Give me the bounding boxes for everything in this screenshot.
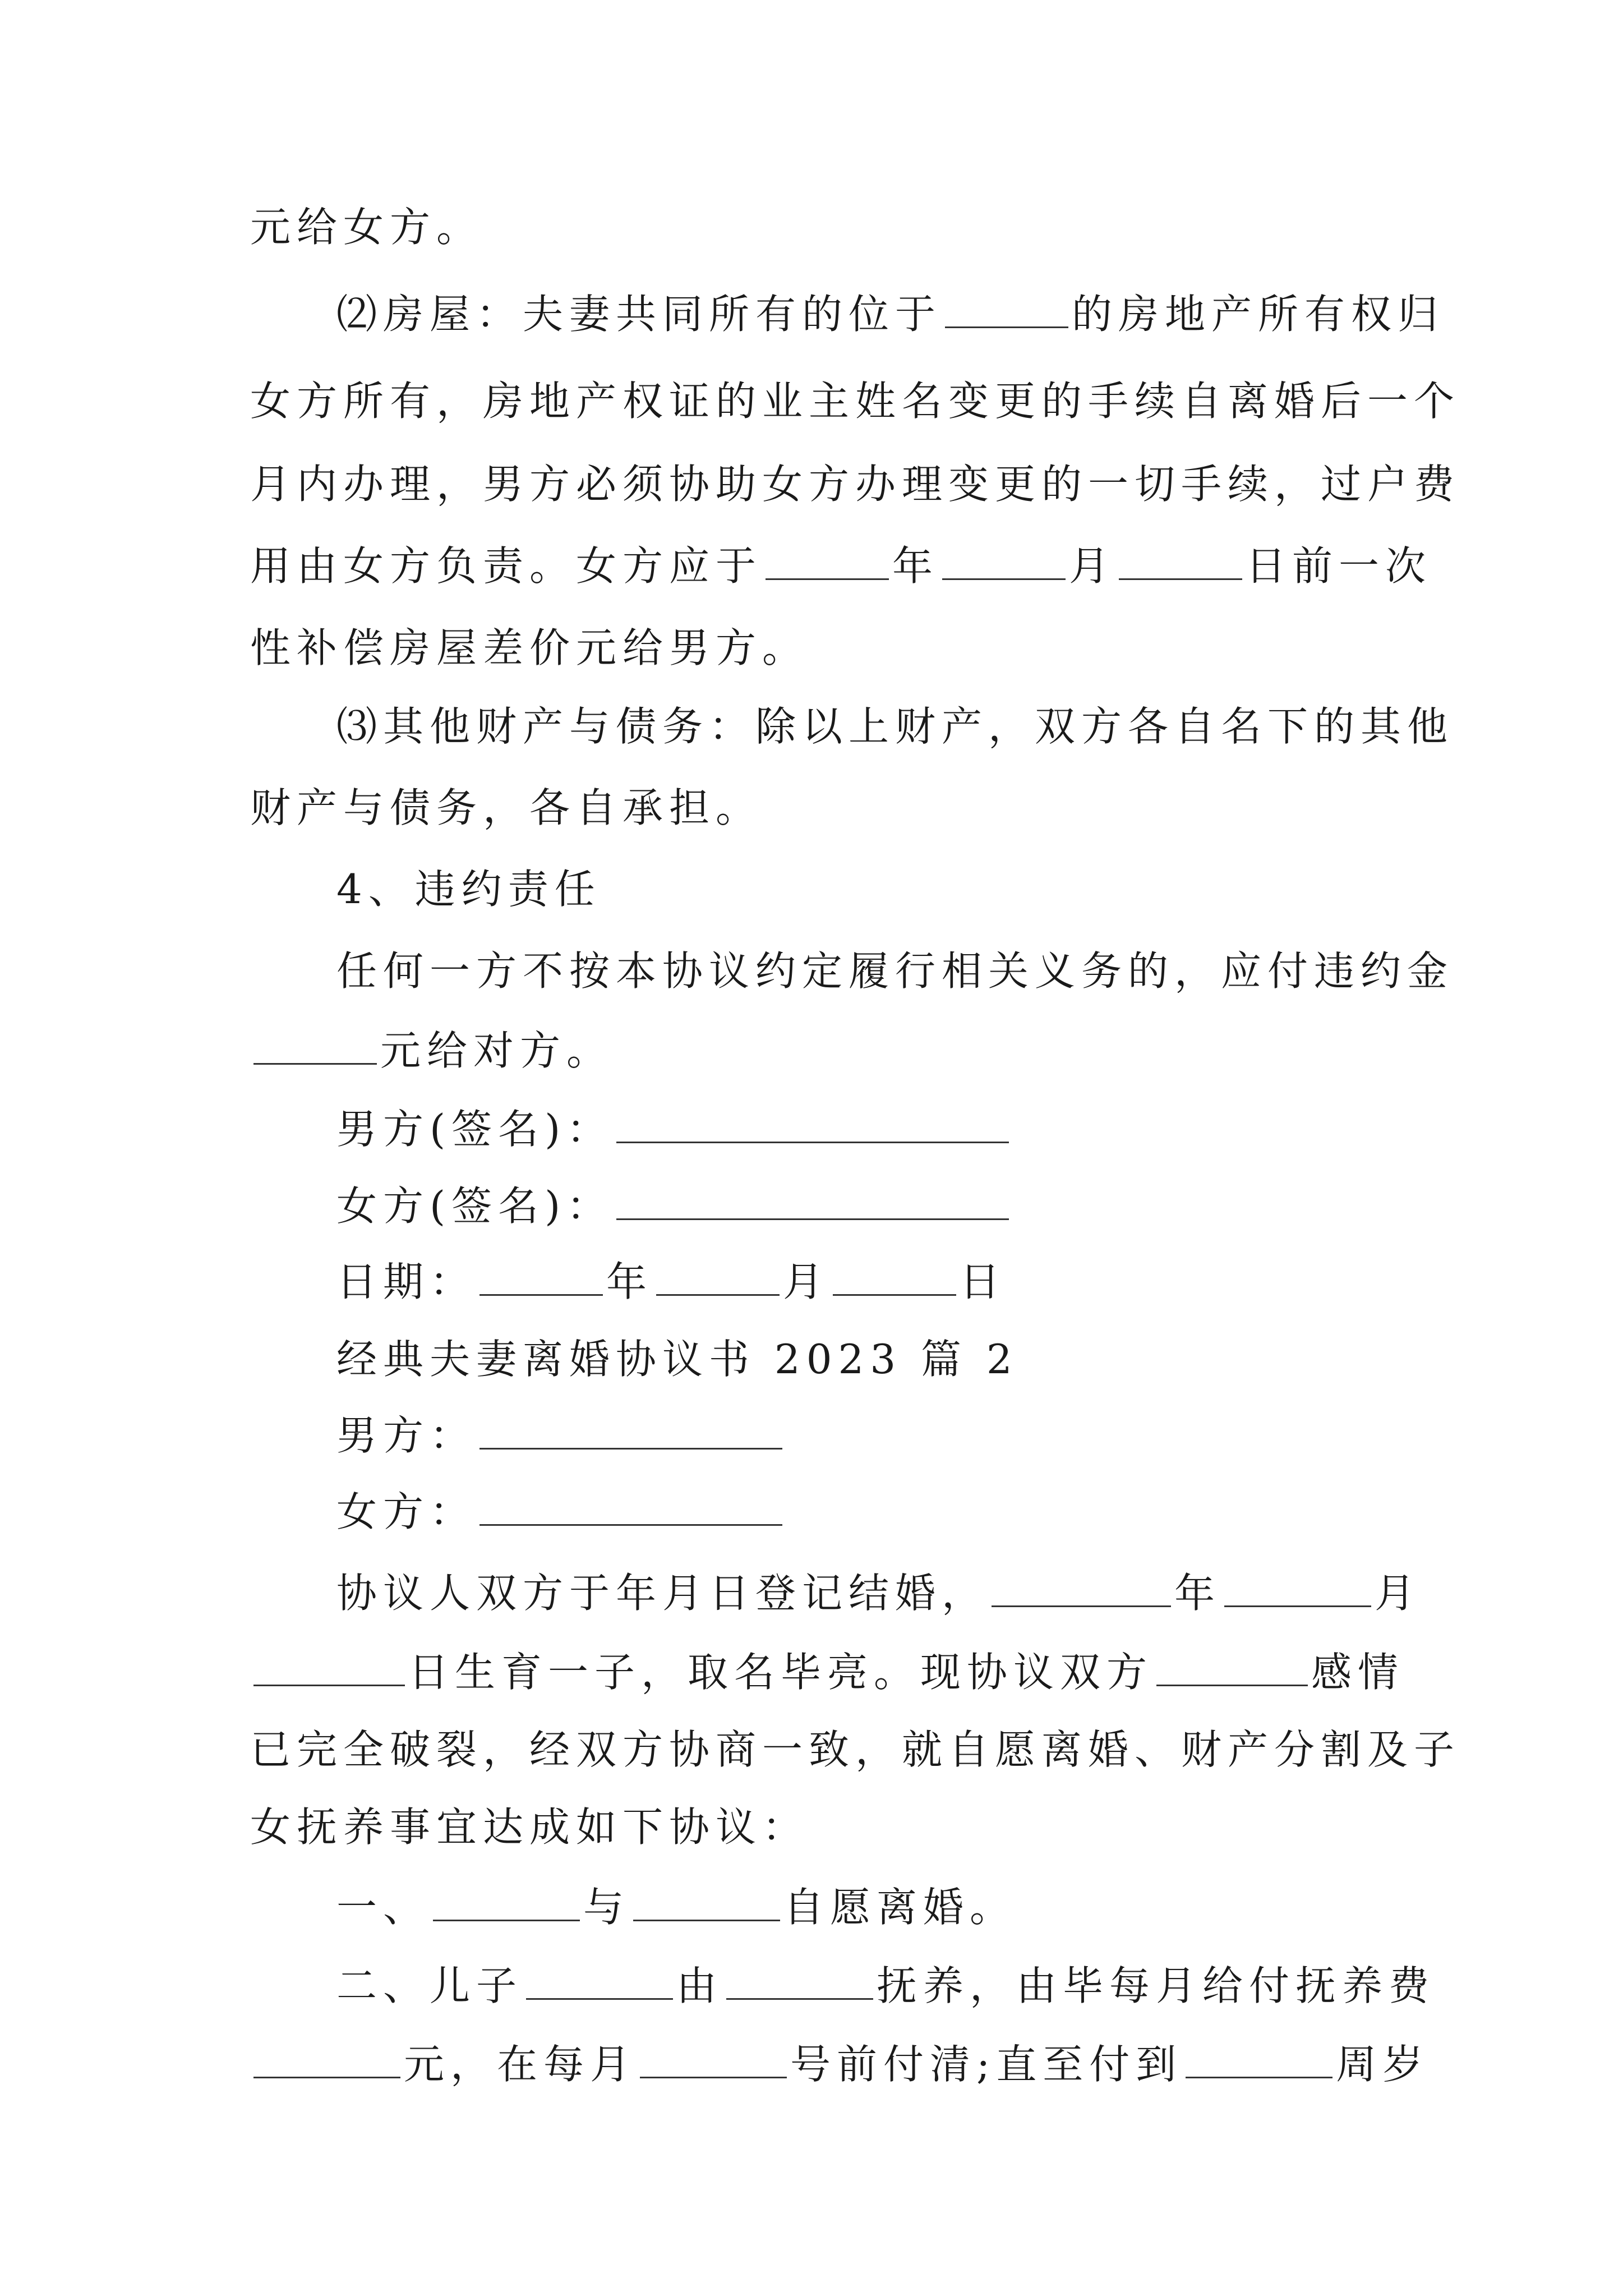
- text: 日前一次: [1246, 542, 1432, 590]
- text-line: [336, 858, 601, 920]
- blank-field: [633, 1886, 780, 1921]
- text: 年: [606, 1258, 653, 1305]
- text: 日: [960, 1258, 1007, 1305]
- text-line: [250, 617, 809, 679]
- text: 年: [892, 542, 939, 590]
- text: 女方所有，房地产权证的业主姓名变更的手续自离婚后一个: [250, 378, 1461, 425]
- blank-field: [1186, 2043, 1332, 2078]
- text-line: [336, 1876, 1016, 1938]
- text: 由: [676, 1962, 723, 2009]
- text: 二、儿子: [336, 1962, 523, 2009]
- blank-field: [942, 545, 1066, 580]
- text: 元给对方。: [380, 1027, 614, 1074]
- text-line: [336, 1562, 1421, 1624]
- text: 用由女方负责。女方应于: [250, 542, 763, 590]
- blank-field: [1224, 1572, 1371, 1607]
- text: 元，在每月: [404, 2041, 637, 2088]
- text-line: [250, 777, 762, 839]
- signature-field: [616, 1108, 1009, 1143]
- text-line: [336, 1955, 1435, 2017]
- text: ⑵房屋：夫妻共同所有的位于: [336, 291, 942, 338]
- text: 财产与债务，各自承担。: [250, 784, 763, 831]
- text: 的房地产所有权归: [1072, 291, 1445, 338]
- blank-field: [479, 1414, 782, 1450]
- blank-field: [479, 1490, 782, 1526]
- text-line: [336, 1175, 1012, 1237]
- text: 性补偿房屋差价元给男方。: [250, 624, 809, 671]
- text: 日期：: [336, 1258, 477, 1305]
- blank-field: [726, 1964, 873, 2000]
- text-line: [250, 535, 1432, 597]
- text-line: [250, 196, 483, 258]
- text: 女方(签名)：: [336, 1182, 614, 1230]
- blank-field: [526, 1964, 673, 2000]
- text: 协议人双方于年月日登记结婚，: [336, 1570, 989, 1617]
- text: 日生育一子，取名毕亮。现协议双方: [408, 1649, 1154, 1696]
- text: 已完全破裂，经双方协商一致，就自愿离婚、财产分割及子: [250, 1726, 1461, 1773]
- text: 月: [1069, 542, 1116, 590]
- text: 男方(签名)：: [336, 1106, 614, 1153]
- text-line: [250, 1641, 1404, 1703]
- text: 女抚养事宜达成如下协议：: [250, 1803, 809, 1851]
- blank-field: [1156, 1651, 1308, 1686]
- text-line: [250, 1719, 1460, 1780]
- blank-field: [640, 2043, 787, 2078]
- section-title: [336, 1328, 1018, 1390]
- text-line: [250, 1796, 809, 1858]
- text-line: [336, 1481, 786, 1543]
- blank-field: [766, 545, 889, 580]
- text-line: [336, 283, 1444, 345]
- text-line: [250, 1020, 613, 1082]
- text: 4、违约责任: [336, 866, 601, 913]
- text: 感情: [1311, 1649, 1405, 1696]
- text-line: [250, 370, 1460, 432]
- blank-field: [992, 1572, 1171, 1607]
- text: 男方：: [336, 1412, 477, 1459]
- text: 月: [783, 1258, 830, 1305]
- text-line: [336, 1405, 786, 1466]
- blank-field: [253, 2043, 400, 2078]
- text: 号前付清;直至付到: [790, 2041, 1183, 2088]
- text-line: [250, 2033, 1429, 2095]
- text: 月: [1375, 1570, 1422, 1617]
- text-line: [336, 1098, 1012, 1160]
- blank-field: [253, 1651, 405, 1686]
- text: 任何一方不按本协议约定履行相关义务的，应付违约金: [336, 947, 1454, 995]
- text: 周岁: [1336, 2041, 1430, 2088]
- text-line: [250, 453, 1460, 515]
- text: 抚养，由毕每月给付抚养费: [877, 1962, 1436, 2009]
- blank-field: [945, 293, 1068, 328]
- text: 自愿离婚。: [783, 1884, 1017, 1931]
- text: 月内办理，男方必须协助女方办理变更的一切手续，过户费: [250, 461, 1461, 508]
- text-line: [336, 1251, 1006, 1313]
- blank-field: [656, 1260, 780, 1296]
- text: 年: [1174, 1570, 1221, 1617]
- text: 经典夫妻离婚协议书 2023 篇 2: [336, 1336, 1018, 1383]
- text: 元给女方。: [250, 204, 483, 251]
- text: 女方：: [336, 1488, 477, 1535]
- text: ⑶其他财产与债务：除以上财产，双方各自名下的其他: [336, 703, 1454, 750]
- text-line: [336, 940, 1454, 1002]
- blank-field: [833, 1260, 956, 1296]
- text: 一、: [336, 1884, 430, 1931]
- blank-field: [253, 1029, 377, 1065]
- text-line: [336, 696, 1454, 757]
- text: 与: [583, 1884, 630, 1931]
- blank-field: [479, 1260, 603, 1296]
- signature-field: [616, 1185, 1009, 1220]
- blank-field: [433, 1886, 580, 1921]
- blank-field: [1119, 545, 1242, 580]
